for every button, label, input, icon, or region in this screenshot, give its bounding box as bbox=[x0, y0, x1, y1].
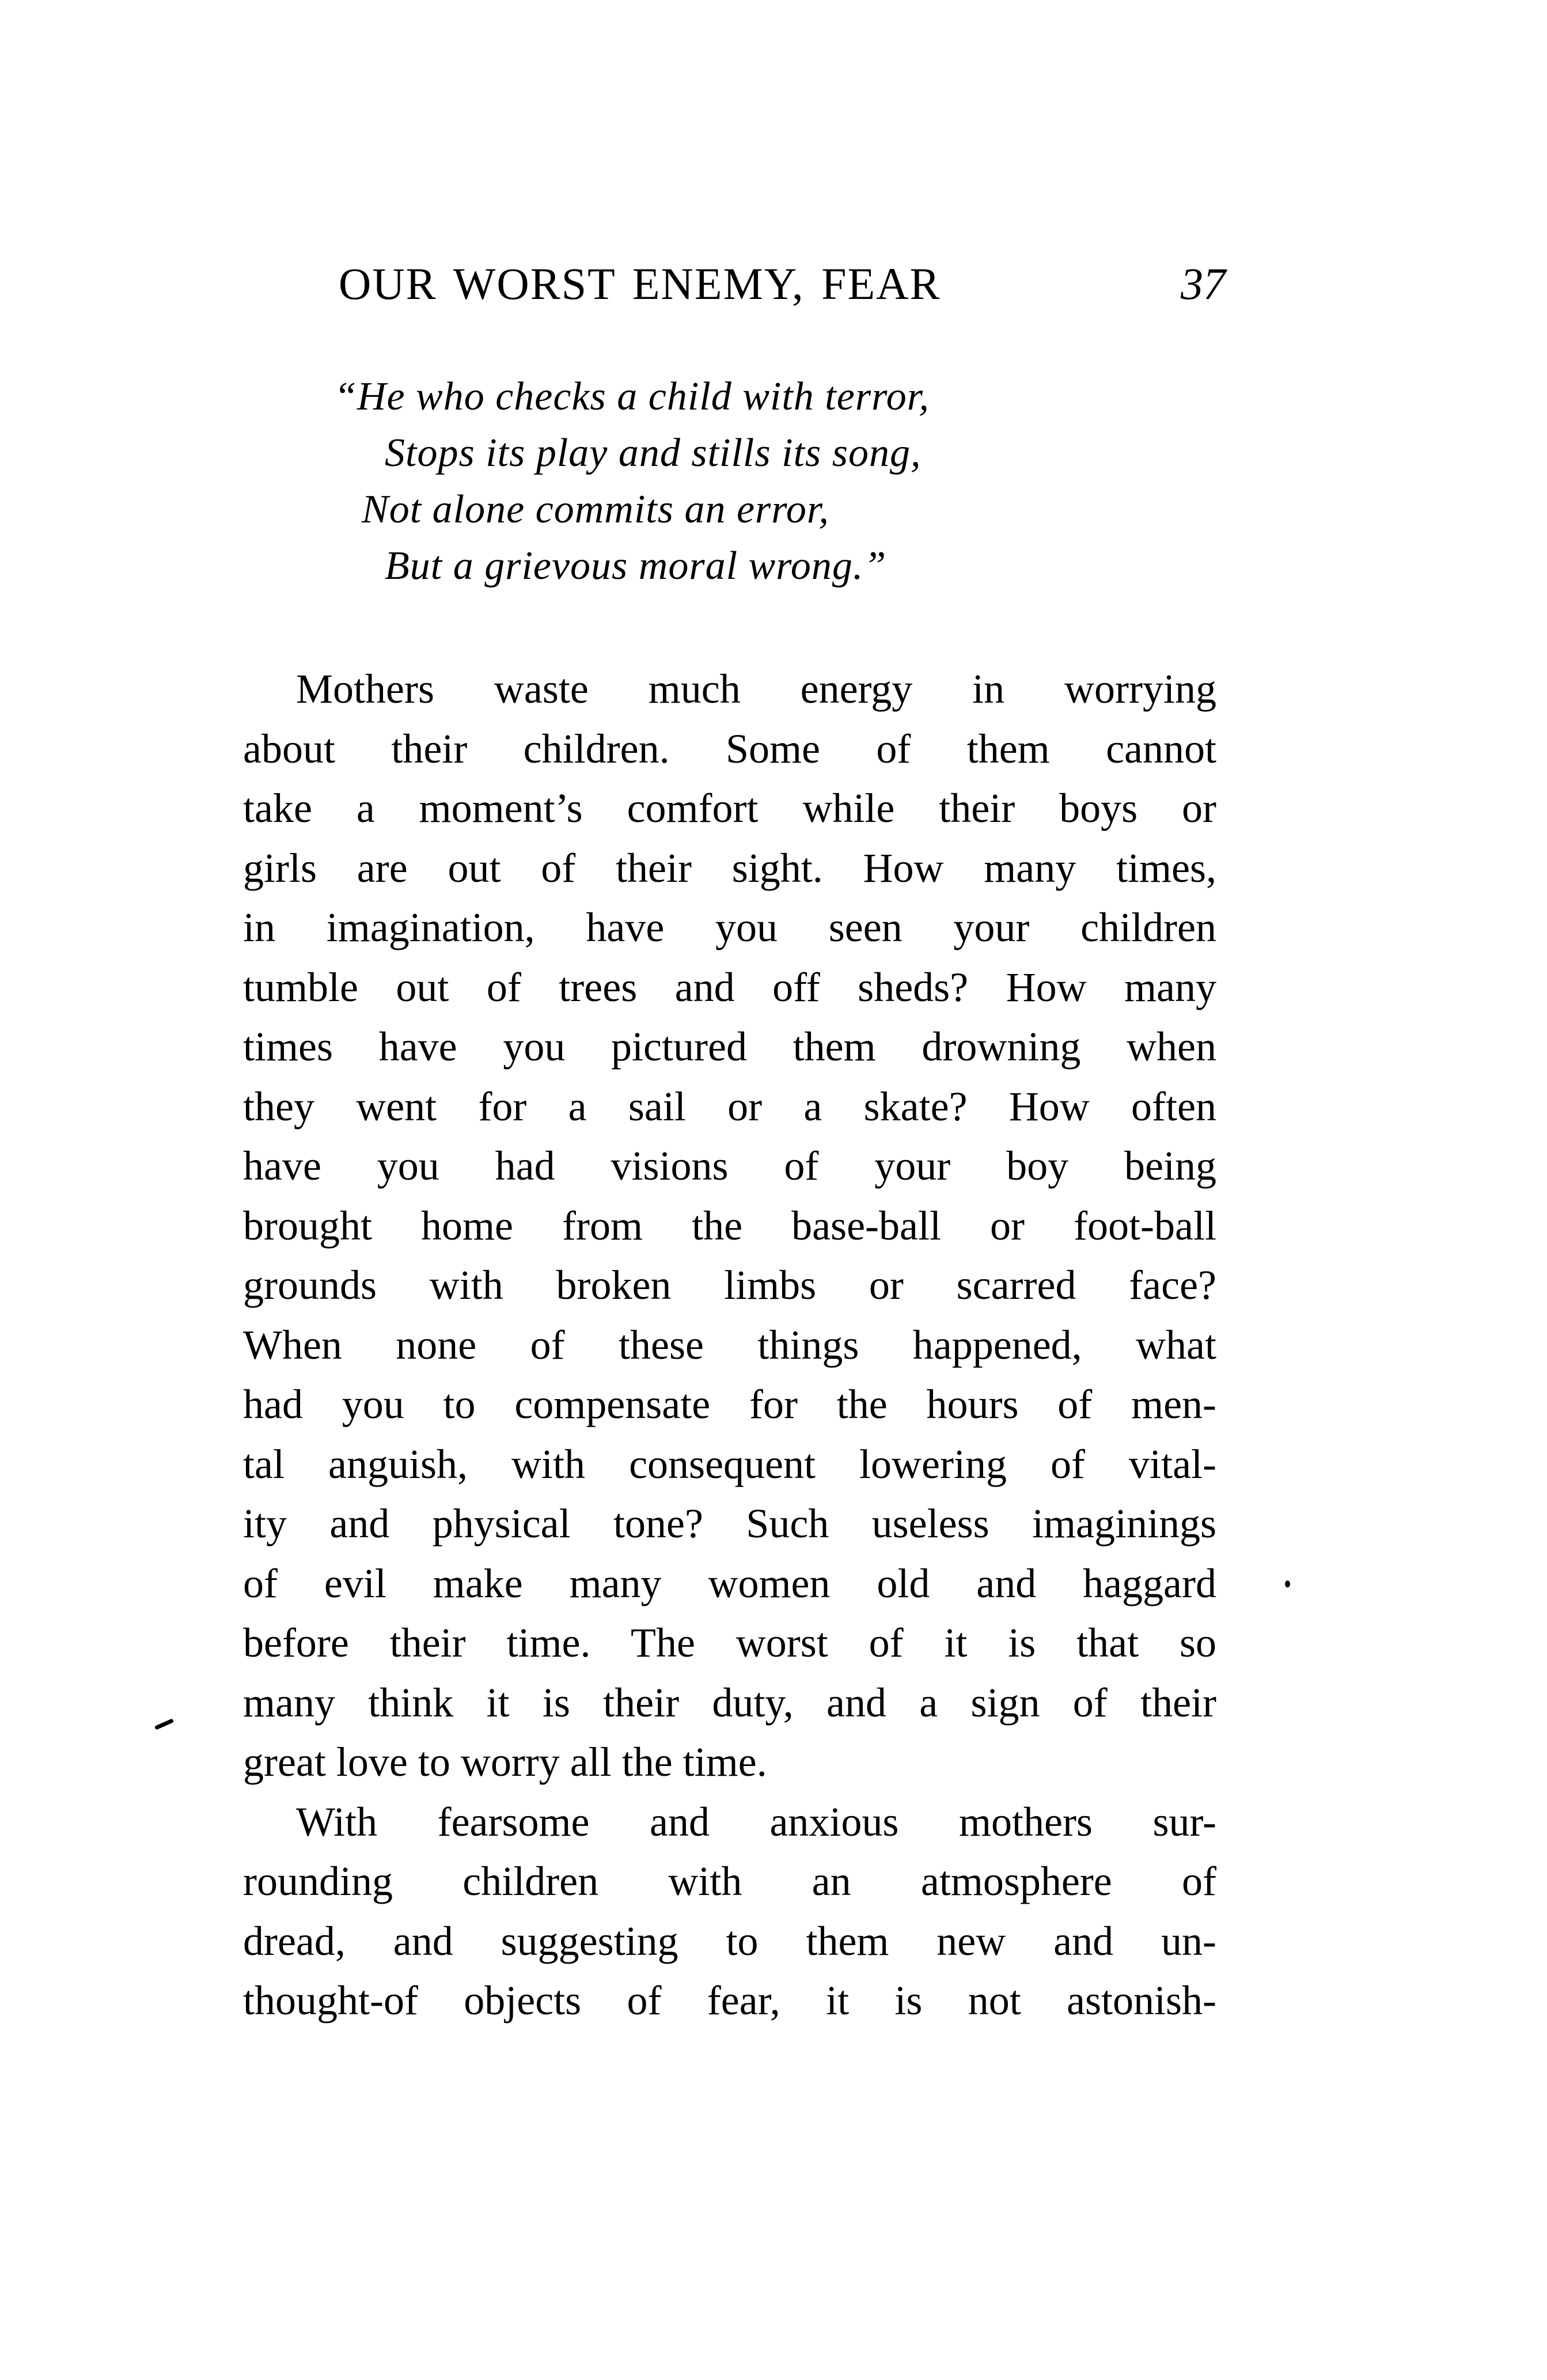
text-line: they went for a sail or a skate? How often bbox=[243, 1083, 1216, 1130]
paragraph-fearsome-mothers bbox=[243, 1792, 1216, 2031]
text-line: before their time. The worst of it is that so bbox=[243, 1620, 1216, 1666]
text-line: many think it is their duty, and a sign of their bbox=[243, 1679, 1216, 1726]
chapter-title: OUR WORST ENEMY, FEAR bbox=[339, 259, 941, 309]
text-line: dread, and suggesting to them new and un- bbox=[243, 1917, 1216, 1964]
verse-line: But a grievous moral wrong.” bbox=[385, 544, 887, 588]
page-number: 37 bbox=[1181, 259, 1226, 309]
text-line: brought home from the base-ball or foot-ball bbox=[243, 1202, 1216, 1249]
text-line: grounds with broken limbs or scarred face? bbox=[243, 1262, 1216, 1308]
text-line: With fearsome and anxious mothers sur- bbox=[296, 1798, 1216, 1845]
text-line: great love to worry all the time. bbox=[243, 1739, 767, 1785]
text-line: in imagination, have you seen your children bbox=[243, 904, 1216, 950]
text-line: take a moment’s comfort while their boys or bbox=[243, 785, 1216, 831]
text-line: had you to compensate for the hours of men- bbox=[243, 1381, 1216, 1427]
verse-line: Not alone commits an error, bbox=[362, 487, 829, 532]
text-line: times have you pictured them drowning when bbox=[243, 1024, 1216, 1070]
text-line: thought-of objects of fear, it is not astonish- bbox=[243, 1977, 1216, 2023]
text-line: rounding children with an atmosphere of bbox=[243, 1858, 1216, 1904]
text-line: about their children. Some of them cannot bbox=[243, 725, 1216, 772]
text-line: have you had visions of your boy being bbox=[243, 1143, 1216, 1189]
margin-pencil-mark bbox=[154, 1718, 174, 1730]
text-line: of evil make many women old and haggard bbox=[243, 1560, 1216, 1606]
text-line: girls are out of their sight. How many times, bbox=[243, 844, 1216, 891]
text-line: tumble out of trees and off sheds? How many bbox=[243, 964, 1216, 1010]
paragraph-mothers-worry bbox=[243, 660, 1216, 1792]
stray-ink-dot bbox=[1285, 1581, 1290, 1587]
verse-line: “He who checks a child with terror, bbox=[334, 374, 930, 419]
running-head bbox=[339, 252, 1226, 316]
text-line: When none of these things happened, what bbox=[243, 1321, 1216, 1368]
text-line: Mothers waste much energy in worrying bbox=[296, 666, 1216, 712]
verse-line: Stops its play and stills its song, bbox=[385, 431, 922, 475]
text-line: tal anguish, with consequent lowering of vital- bbox=[243, 1441, 1216, 1487]
text-line: ity and physical tone? Such useless imaginings bbox=[243, 1500, 1216, 1547]
verse-quotation bbox=[0, 369, 1547, 599]
body-text bbox=[243, 660, 1216, 2031]
